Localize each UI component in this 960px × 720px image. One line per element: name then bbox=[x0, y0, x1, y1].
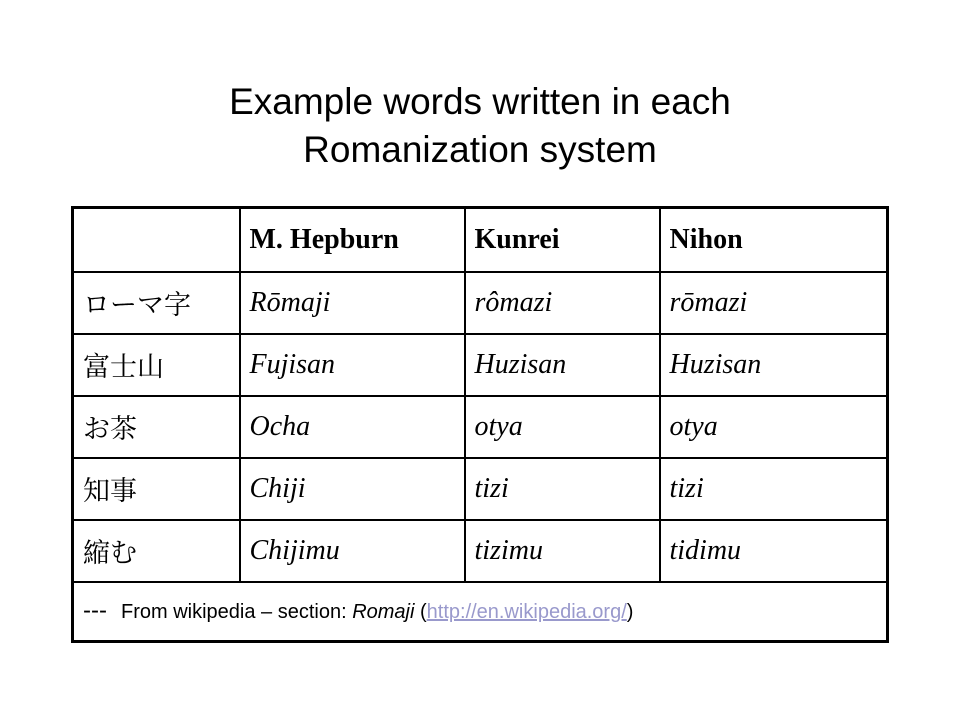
table-header-row bbox=[73, 208, 888, 272]
slide-title bbox=[0, 78, 960, 174]
kunrei-cell: otya bbox=[465, 396, 660, 458]
kunrei-cell: tizimu bbox=[465, 520, 660, 582]
hepburn-cell: Chijimu bbox=[240, 520, 465, 582]
source-open-paren: ( bbox=[414, 601, 427, 624]
japanese-word-cell: お茶 bbox=[73, 396, 240, 458]
title-line-2: Romanization system bbox=[303, 129, 657, 170]
header-cell-nihon: Nihon bbox=[660, 208, 888, 272]
source-dashes: --- bbox=[83, 597, 107, 625]
romanization-table bbox=[71, 206, 889, 643]
source-link[interactable]: http://en.wikipedia.org/ bbox=[426, 601, 627, 624]
nihon-cell: Huzisan bbox=[660, 334, 888, 396]
header-cell-hepburn: M. Hepburn bbox=[240, 208, 465, 272]
header-cell-empty bbox=[73, 208, 240, 272]
hepburn-cell: Fujisan bbox=[240, 334, 465, 396]
hepburn-cell: Rōmaji bbox=[240, 272, 465, 334]
source-term: Romaji bbox=[352, 601, 415, 624]
table-row bbox=[73, 458, 888, 520]
header-cell-kunrei: Kunrei bbox=[465, 208, 660, 272]
source-prefix: From wikipedia – section: bbox=[120, 601, 353, 624]
japanese-word-cell: 縮む bbox=[73, 520, 240, 582]
source-row bbox=[73, 582, 888, 642]
source-cell bbox=[73, 582, 888, 642]
kunrei-cell: tizi bbox=[465, 458, 660, 520]
kunrei-cell: Huzisan bbox=[465, 334, 660, 396]
japanese-word-cell: 知事 bbox=[73, 458, 240, 520]
nihon-cell: tidimu bbox=[660, 520, 888, 582]
table-row bbox=[73, 396, 888, 458]
source-close-paren: ) bbox=[626, 601, 634, 624]
japanese-word-cell: 富士山 bbox=[73, 334, 240, 396]
nihon-cell: otya bbox=[660, 396, 888, 458]
hepburn-cell: Chiji bbox=[240, 458, 465, 520]
table-row bbox=[73, 334, 888, 396]
kunrei-cell: rômazi bbox=[465, 272, 660, 334]
table-row bbox=[73, 272, 888, 334]
hepburn-cell: Ocha bbox=[240, 396, 465, 458]
table-row bbox=[73, 520, 888, 582]
nihon-cell: tizi bbox=[660, 458, 888, 520]
title-line-1: Example words written in each bbox=[229, 81, 731, 122]
nihon-cell: rōmazi bbox=[660, 272, 888, 334]
japanese-word-cell: ローマ字 bbox=[73, 272, 240, 334]
